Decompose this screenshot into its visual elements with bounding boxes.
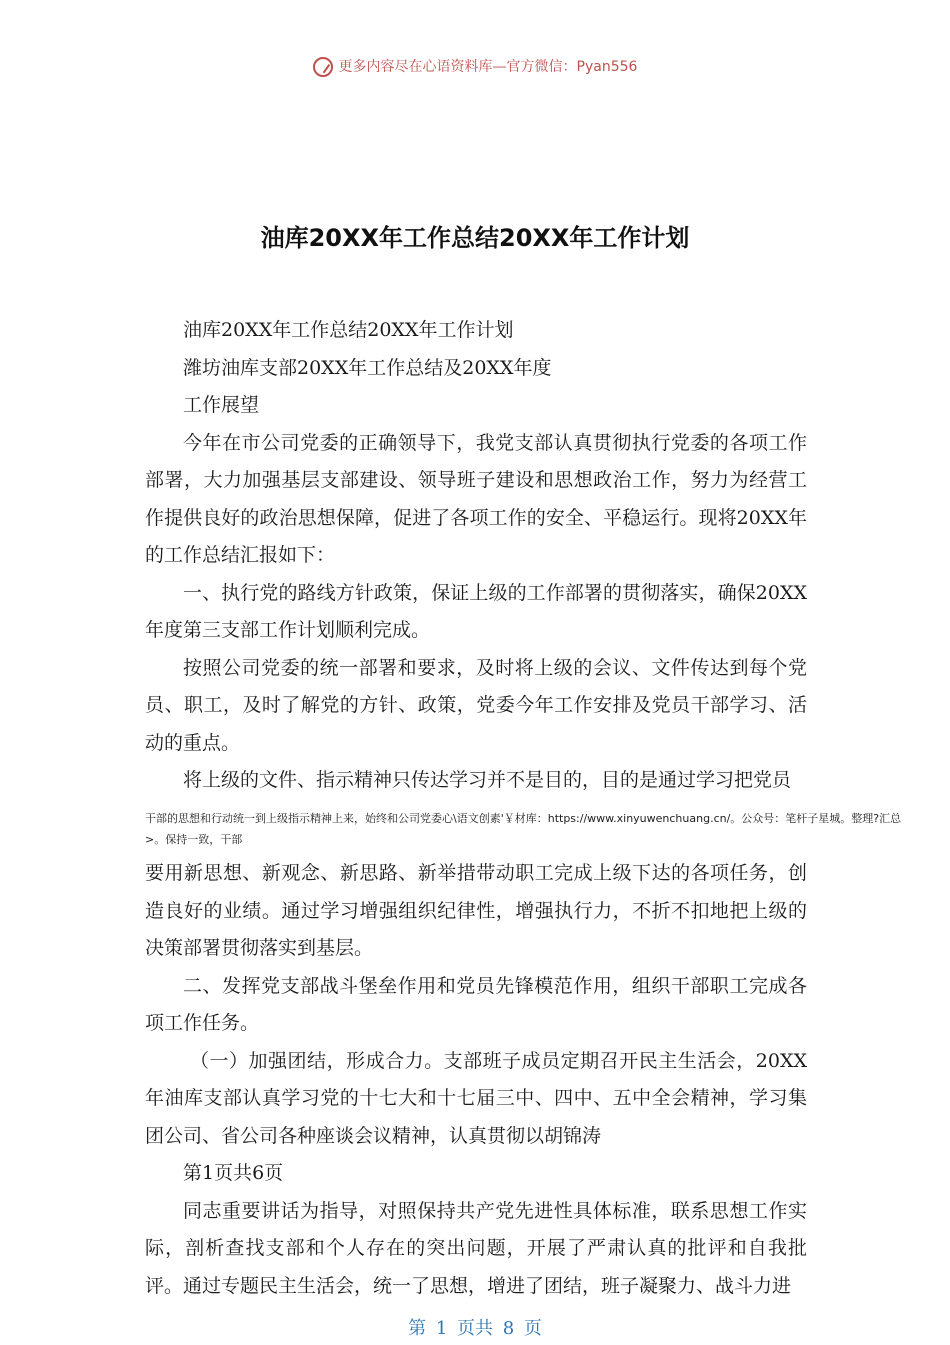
brand-logo-icon [313,57,333,77]
document-body-continued [145,855,807,1305]
page-footer: 第 1 页共 8 页 [408,1318,542,1339]
paragraph-subsection-1: （一）加强团结，形成合力。支部班子成员定期召开民主生活会，20XX年油库支部认真学习党的十七大和十七届三中、四中、五中全会精神，学习集团公司、省公司各种座谈会议精神，认真贯彻以胡锦涛 [145,1049,807,1147]
paragraph-body-2: 将上级的文件、指示精神只传达学习并不是目的，目的是通过学习把党员 [183,769,792,791]
wechat-id: Pyan556 [576,59,638,75]
paragraph-subtitle-3: 工作展望 [183,394,260,416]
document-title: 油库20XX年工作总结20XX年工作计划 [260,224,690,252]
paragraph-subtitle-1: 油库20XX年工作总结20XX年工作计划 [183,319,514,341]
document-body [145,312,807,800]
page-header [0,56,950,77]
brand-text: 更多内容尽在心语资料库—官方微信： [338,59,577,75]
paragraph-intro: 今年在市公司党委的正确领导下，我党支部认真贯彻执行党委的各项工作部署，大力加强基层支部建设、领导班子建设和思想政治工作，努力为经营工作提供良好的政治思想保障，促进了各项工作的安全、平稳运行。现将20XX年的工作总结汇报如下： [145,431,807,566]
paragraph-section-2: 二、发挥党支部战斗堡垒作用和党员先锋模范作用，组织干部职工完成各项工作任务。 [145,974,807,1034]
paragraph-body-3: 要用新思想、新观念、新思路、新举措带动职工完成上级下达的各项任务，创造良好的业绩。通过学习增强组织纪律性，增强执行力，不折不扣地把上级的决策部署贯彻落实到基层。 [145,862,807,959]
inserted-note: 干部的思想和行动统一到上级指示精神上来，始终和公司党委心\语文创素'￥材库：https://www.xinyuwenchuang.cn/。公众号：笔杆子星城。整理?汇总>。保持一致，干部 [145,812,902,846]
paragraph-subtitle-2: 潍坊油库支部20XX年工作总结及20XX年度 [183,356,552,379]
paragraph-body-1: 按照公司党委的统一部署和要求，及时将上级的会议、文件传达到每个党员、职工，及时了解党的方针、政策，党委今年工作安排及党员干部学习、活动的重点。 [145,656,807,754]
paragraph-body-4: 同志重要讲话为指导，对照保持共产党先进性具体标准，联系思想工作实际，剖析查找支部和个人存在的突出问题，开展了严肃认真的批评和自我批评。通过专题民主生活会，统一了思想，增进了团结，班子凝聚力、战斗力进 [145,1199,807,1297]
paragraph-section-1: 一、执行党的路线方针政策，保证上级的工作部署的贯彻落实，确保20XX年度第三支部工作计划顺利完成。 [145,581,807,641]
inline-page-marker: 第1页共6页 [183,1162,284,1184]
